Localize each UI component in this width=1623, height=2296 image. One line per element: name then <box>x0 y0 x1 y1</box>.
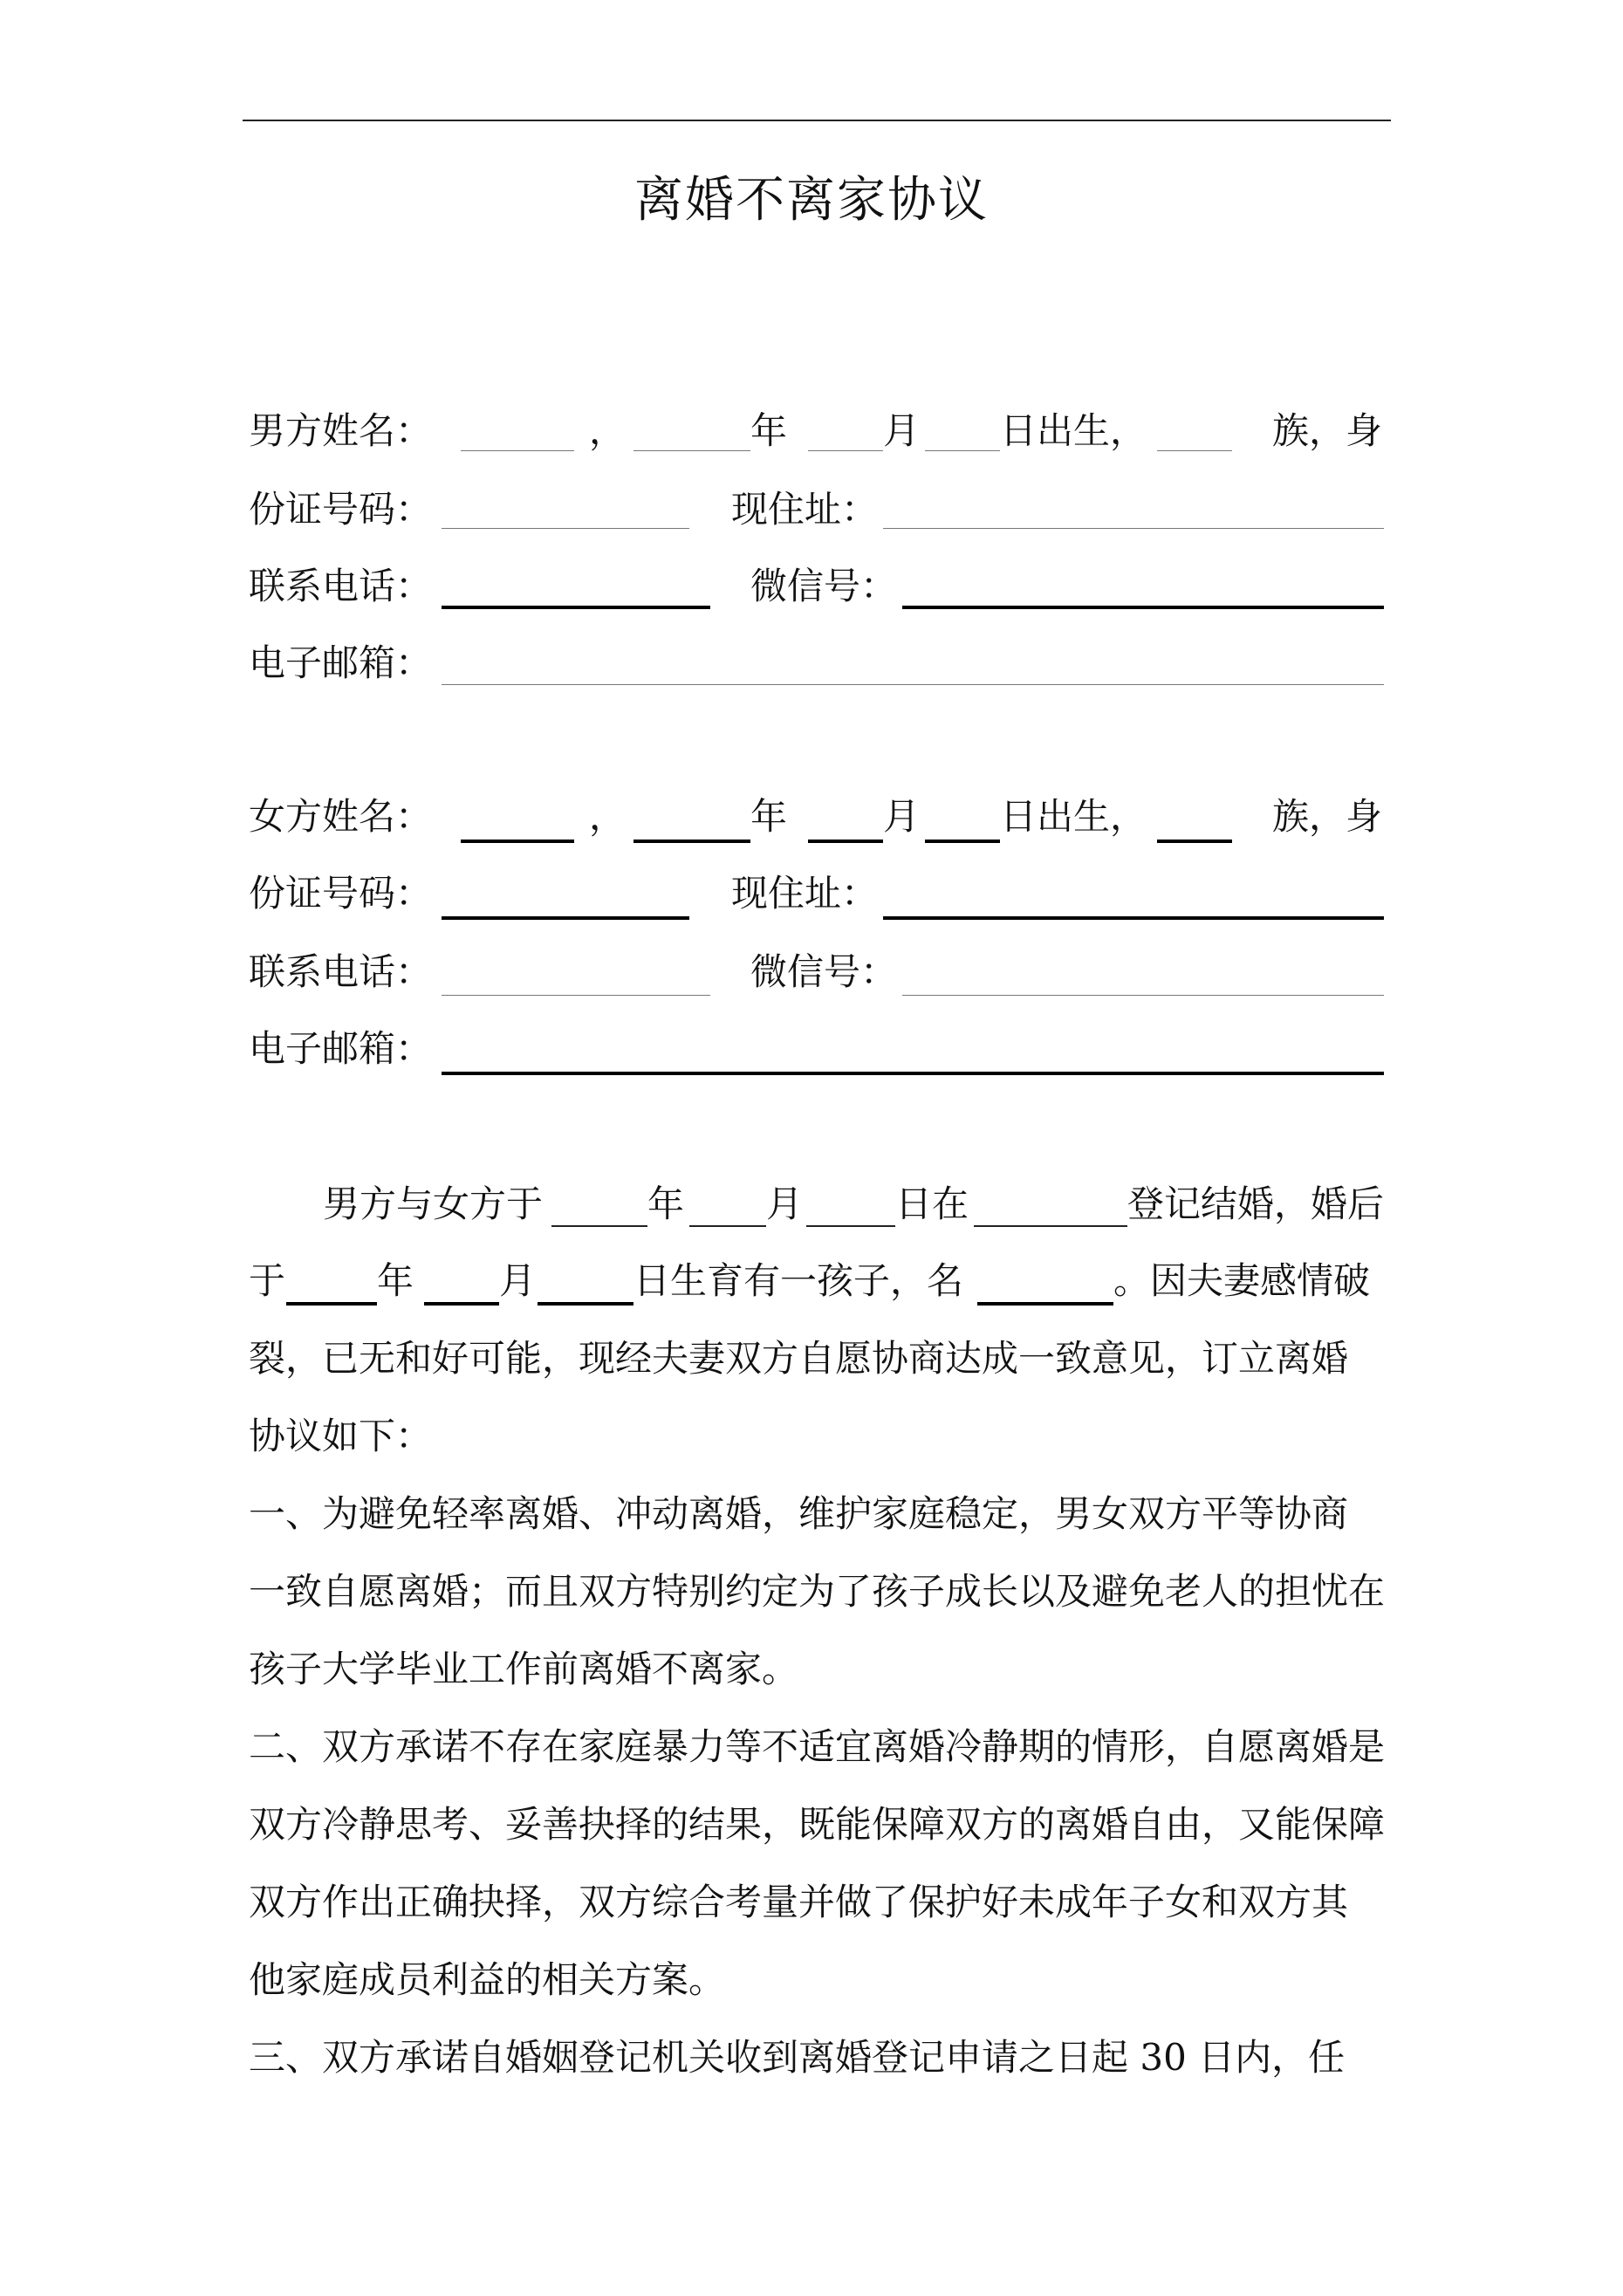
female-birth-year-blank[interactable] <box>633 840 750 843</box>
male-wechat-label: 微信号： <box>750 565 898 607</box>
female-ethnic-blank[interactable] <box>1157 840 1232 843</box>
female-birth-day-blank[interactable] <box>925 840 1000 843</box>
marriage-place-blank[interactable] <box>974 1225 1127 1227</box>
female-comma: ， <box>589 795 627 838</box>
intro-text-1-end: 登记结婚，婚后 <box>1127 1182 1385 1225</box>
male-id-label: 份证号码： <box>249 488 433 531</box>
male-id-blank[interactable] <box>442 528 689 529</box>
document-title: 离婚不离家协议 <box>634 172 989 229</box>
female-address-label: 现住址： <box>731 872 879 915</box>
intro-year-1: 年 <box>647 1182 685 1225</box>
male-birth-year-blank[interactable] <box>633 450 750 451</box>
female-phone-label: 联系电话： <box>249 950 433 993</box>
male-birth-month-blank[interactable] <box>808 450 883 451</box>
male-name-label: 男方姓名： <box>249 409 433 452</box>
intro-day-1: 日在 <box>895 1182 969 1225</box>
male-address-blank[interactable] <box>883 528 1384 529</box>
intro-month-1: 月 <box>766 1182 804 1225</box>
clause-line: 双方冷静思考、妥善抉择的结果，既能保障双方的离婚自由，又能保障 <box>249 1803 1386 1846</box>
female-birth-month-blank[interactable] <box>808 840 883 843</box>
male-year-label: 年 <box>750 409 788 452</box>
female-phone-blank[interactable] <box>442 995 710 996</box>
marriage-month-blank[interactable] <box>689 1225 766 1227</box>
header-rule <box>243 120 1391 121</box>
clause-line: 三、双方承诺自婚姻登记机关收到离婚登记申请之日起 30 日内，任 <box>249 2036 1346 2079</box>
birth-day-blank[interactable] <box>538 1302 633 1306</box>
intro-month-2: 月 <box>499 1259 537 1302</box>
male-phone-label: 联系电话： <box>249 565 433 607</box>
birth-month-blank[interactable] <box>424 1302 499 1306</box>
clause-line: 他家庭成员利益的相关方案。 <box>249 1958 726 2001</box>
male-comma: ， <box>589 409 627 452</box>
intro-text-2-mid: 日生育有一孩子，名 <box>633 1259 964 1302</box>
male-ethnic-label: 族，身 <box>1272 409 1383 452</box>
birth-year-blank[interactable] <box>286 1302 377 1306</box>
intro-text-4: 协议如下： <box>249 1415 433 1457</box>
clause-line: 一致自愿离婚；而且双方特别约定为了孩子成长以及避免老人的担忧在 <box>249 1570 1386 1613</box>
male-month-label: 月 <box>883 409 921 452</box>
female-id-label: 份证号码： <box>249 872 433 915</box>
female-address-blank[interactable] <box>883 916 1384 920</box>
clause-line: 孩子大学毕业工作前离婚不离家。 <box>249 1648 799 1690</box>
female-born-label: 日出生， <box>1000 795 1147 838</box>
marriage-day-blank[interactable] <box>806 1225 895 1227</box>
female-year-label: 年 <box>750 795 788 838</box>
male-born-label: 日出生， <box>1000 409 1147 452</box>
female-email-label: 电子邮箱： <box>249 1027 433 1070</box>
female-id-blank[interactable] <box>442 916 689 920</box>
female-email-blank[interactable] <box>442 1072 1384 1075</box>
clause-line: 双方作出正确抉择，双方综合考量并做了保护好未成年子女和双方其 <box>249 1881 1349 1923</box>
child-name-blank[interactable] <box>977 1302 1113 1306</box>
intro-year-2: 年 <box>377 1259 414 1302</box>
male-phone-blank[interactable] <box>442 606 710 609</box>
marriage-year-blank[interactable] <box>551 1225 647 1227</box>
female-wechat-label: 微信号： <box>750 950 898 993</box>
female-name-blank[interactable] <box>461 840 574 843</box>
male-wechat-blank[interactable] <box>902 606 1384 609</box>
clause-line: 二、双方承诺不存在家庭暴力等不适宜离婚冷静期的情形，自愿离婚是 <box>249 1725 1386 1768</box>
intro-text-1: 男方与女方于 <box>323 1182 544 1225</box>
male-ethnic-blank[interactable] <box>1157 450 1232 451</box>
male-name-blank[interactable] <box>461 450 574 451</box>
female-ethnic-label: 族，身 <box>1272 795 1383 838</box>
male-birth-day-blank[interactable] <box>925 450 1000 451</box>
female-name-label: 女方姓名： <box>249 795 433 838</box>
intro-text-2: 于 <box>249 1259 286 1302</box>
male-email-label: 电子邮箱： <box>249 641 433 684</box>
female-month-label: 月 <box>883 795 921 838</box>
female-wechat-blank[interactable] <box>902 995 1384 996</box>
intro-text-3: 裂，已无和好可能，现经夫妻双方自愿协商达成一致意见，订立离婚 <box>249 1337 1349 1380</box>
intro-text-2-end: 。因夫妻感情破 <box>1113 1259 1371 1302</box>
male-email-blank[interactable] <box>442 684 1384 685</box>
clause-line: 一、为避免轻率离婚、冲动离婚，维护家庭稳定，男女双方平等协商 <box>249 1492 1349 1535</box>
male-address-label: 现住址： <box>731 488 879 531</box>
